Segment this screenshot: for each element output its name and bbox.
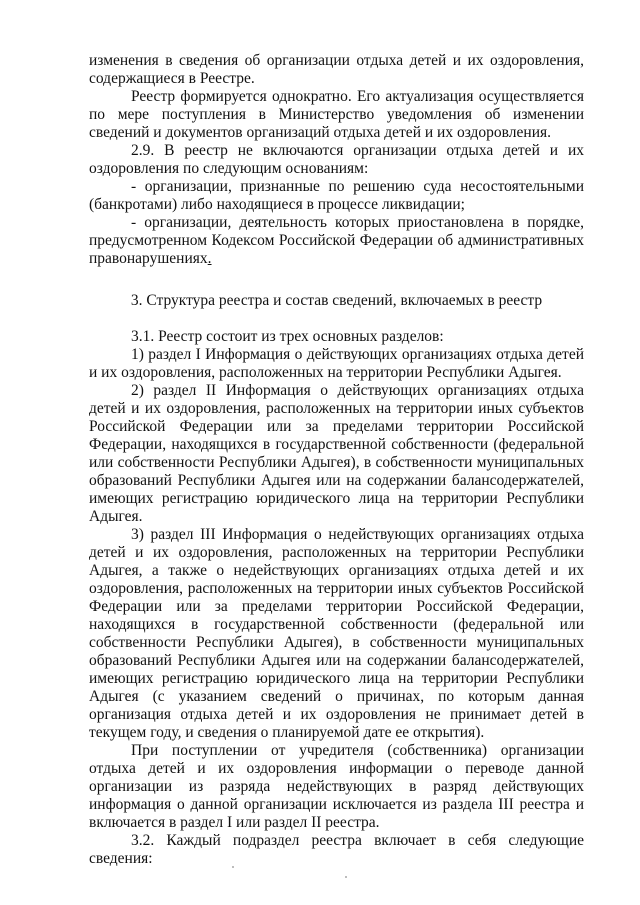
section-3-heading: 3. Структура реестра и состав сведений, включаемых в реестр xyxy=(130,292,543,309)
document-body xyxy=(89,52,584,868)
paragraph-registry-formation: Реестр формируется однократно. Его актуализация осуществляется по мере поступления в Министерство уведомления об изменении сведений и документов организаций отдыха детей и их оздоровления. xyxy=(89,88,584,141)
paragraph-continuation: изменения в сведения об организации отдыха детей и их оздоровления, содержащиеся в Реестре. xyxy=(89,52,584,87)
paragraph-section-ii: 2) раздел II Информация о действующих организациях отдыха детей и их оздоровления, расположенных на территории иных субъектов Российской Федерации или за пределами территории Российской Федерации, находящихся в государственной собственности (федеральной или собственности Республики Адыгея), в собственности муниципальных образований Республики Адыгея или на содержании балансодержателей, имеющих регистрацию юридического лица на территории Республики Адыгея. xyxy=(89,382,584,525)
paragraph-section-i: 1) раздел I Информация о действующих организациях отдыха детей и их оздоровления, расположенных на территории Республики Адыгея. xyxy=(89,346,584,381)
scan-specks xyxy=(0,860,640,900)
paragraph-3-1: 3.1. Реестр состоит из трех основных разделов: xyxy=(131,328,444,345)
scan-speck xyxy=(232,866,234,868)
paragraph-suspended-end: . xyxy=(207,250,212,267)
paragraph-transfer-info: При поступлении от учредителя (собственника) организации отдыха детей и их оздоровления информации о переводе данной организации из разряда недействующих в разряд действующих информация о данной организации исключается из раздела III реестра и включается в раздел I или раздел II реестра. xyxy=(89,742,584,831)
paragraph-2-9: 2.9. В реестр не включаются организации отдыха детей и их оздоровления по следующим основаниям: xyxy=(89,142,584,177)
scan-speck xyxy=(345,876,347,878)
paragraph-bankrupt-organizations: - организации, признанные по решению суда несостоятельными (банкротами) либо находящиеся в процессе ликвидации; xyxy=(89,178,584,213)
paragraph-suspended-organizations xyxy=(89,214,584,268)
paragraph-section-iii: 3) раздел III Информация о недействующих организациях отдыха детей и их оздоровления, расположенных на территории Республики Адыгея, а также о недействующих организациях отдыха детей и их оздоровления, расположенных на территории иных субъектов Российской Федерации или за пределами территории Российской Федерации, находящихся в государственной собственности (федеральной или собственности Республики Адыгея), в собственности муниципальных образований Республики Адыгея или на содержании балансодержателей, имеющих регистрацию юридического лица на территории Республики Адыгея (с указанием сведений о причинах, по которым данная организация отдыха детей и их оздоровления не принимает детей в текущем году, и сведения о планируемой дате ее открытия). xyxy=(89,526,584,741)
paragraph-suspended-text: - организации, деятельность которых приостановлена в порядке, предусмотренном Кодексом Российской Федерации об административных правонарушениях xyxy=(89,214,584,267)
paragraph-3-2: 3.2. Каждый подраздел реестра включает в себя следующие сведения: xyxy=(89,832,584,867)
